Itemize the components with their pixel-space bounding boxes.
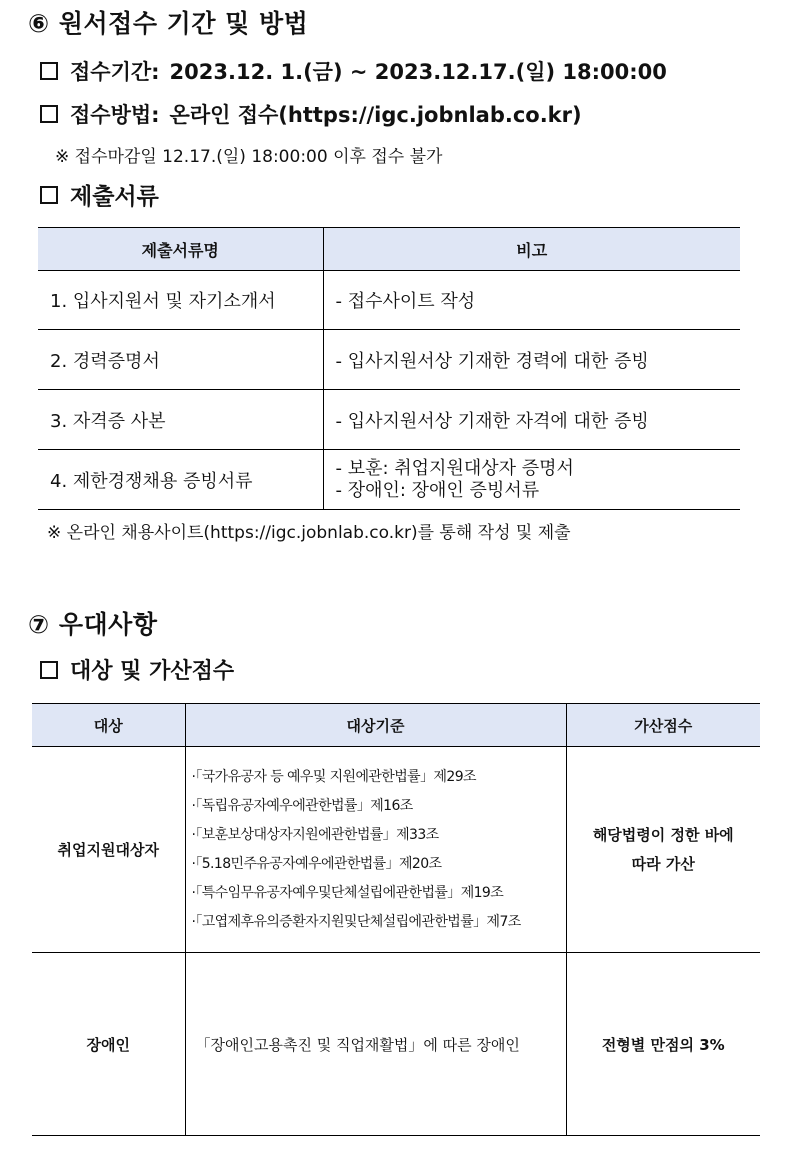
method-label: 접수방법: (70, 103, 160, 127)
law-item: ·「특수임무유공자예우및단체설립에관한법률」제19조 (191, 884, 504, 901)
header-criteria: 대상기준 (185, 704, 566, 747)
checkbox-square-icon (40, 186, 58, 204)
docs-heading-line (40, 178, 159, 211)
points-line: 따라 가산 (631, 854, 695, 873)
method-line (40, 99, 582, 129)
table-header-row (32, 704, 760, 747)
section-6-title: ⑥ 원서접수 기간 및 방법 (28, 9, 309, 38)
header-doc-name: 제출서류명 (38, 228, 323, 271)
checkbox-square-icon (40, 661, 58, 679)
preference-heading-line (40, 654, 234, 685)
period-label: 접수기간: (70, 60, 160, 84)
law-item: ·「독립유공자예우에관한법률」제16조 (191, 797, 413, 814)
points-cell (566, 747, 760, 953)
doc-name: 2. 경력증명서 (38, 330, 323, 390)
period-line (40, 56, 667, 86)
criteria-cell: 「장애인고용촉진 및 직업재활법」에 따른 장애인 (185, 953, 566, 1136)
remark-line: - 장애인: 장애인 증빙서류 (335, 479, 540, 501)
table-row (38, 271, 740, 330)
law-item: ·「5.18민주유공자예우에관한법률」제20조 (191, 855, 442, 872)
header-target: 대상 (32, 704, 185, 747)
law-item: ·「고엽제후유의증환자지원및단체설립에관한법률」제7조 (191, 913, 521, 930)
law-item: ·「국가유공자 등 예우및 지원에관한법률」제29조 (191, 768, 476, 785)
preference-table (32, 703, 760, 1136)
table-row (32, 953, 760, 1136)
doc-name: 3. 자격증 사본 (38, 390, 323, 450)
deadline-note: ※ 접수마감일 12.17.(일) 18:00:00 이후 접수 불가 (55, 147, 443, 167)
target-cell: 취업지원대상자 (32, 747, 185, 953)
preference-heading: 대상 및 가산점수 (70, 659, 235, 684)
points-line: 해당법령이 정한 바에 (592, 825, 734, 844)
header-points: 가산점수 (566, 704, 760, 747)
section-7-title: ⑦ 우대사항 (28, 610, 158, 639)
period-value: 2023.12. 1.(금) ~ 2023.12.17.(일) 18:00:00 (169, 60, 667, 84)
criteria-cell (185, 747, 566, 953)
method-value: 온라인 접수(https://igc.jobnlab.co.kr) (169, 103, 582, 127)
doc-remark: - 입사지원서상 기재한 경력에 대한 증빙 (323, 330, 740, 390)
online-note: ※ 온라인 채용사이트(https://igc.jobnlab.co.kr)를 통해 작성 및 제출 (47, 523, 571, 543)
table-row (38, 450, 740, 510)
doc-name: 4. 제한경쟁채용 증빙서류 (38, 450, 323, 510)
doc-remark (323, 450, 740, 510)
docs-heading: 제출서류 (70, 184, 159, 210)
header-remarks: 비고 (323, 228, 740, 271)
table-row (38, 390, 740, 450)
doc-name: 1. 입사지원서 및 자기소개서 (38, 271, 323, 330)
doc-remark: - 접수사이트 작성 (323, 271, 740, 330)
table-row (32, 747, 760, 953)
checkbox-square-icon (40, 105, 58, 123)
points-cell: 전형별 만점의 3% (566, 953, 760, 1136)
remark-line: - 보훈: 취업지원대상자 증명서 (335, 457, 574, 479)
table-row (38, 330, 740, 390)
checkbox-square-icon (40, 62, 58, 80)
doc-remark: - 입사지원서상 기재한 자격에 대한 증빙 (323, 390, 740, 450)
law-item: ·「보훈보상대상자지원에관한법률」제33조 (191, 826, 439, 843)
target-cell: 장애인 (32, 953, 185, 1136)
documents-table (38, 227, 740, 510)
table-header-row (38, 228, 740, 271)
